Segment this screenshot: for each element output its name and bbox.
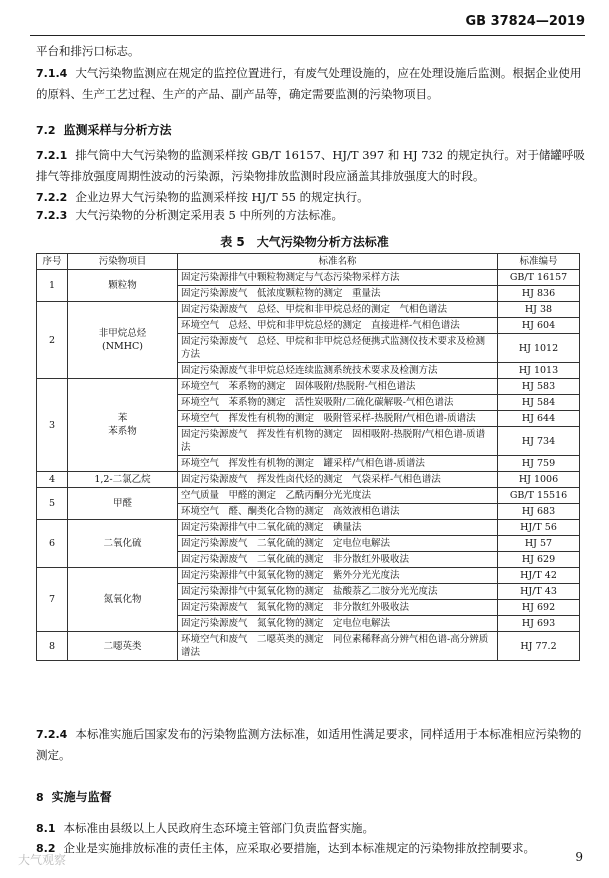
row-number-cell: 7 xyxy=(37,568,68,632)
table-header-cell: 标准编号 xyxy=(498,254,580,270)
header-rule xyxy=(30,35,585,36)
standard-code-cell: HJ 836 xyxy=(498,286,580,302)
table-body xyxy=(37,270,580,661)
row-number-cell: 5 xyxy=(37,488,68,520)
row-number-cell: 6 xyxy=(37,520,68,568)
standard-code-cell: HJ 604 xyxy=(498,318,580,334)
standard-code-cell: HJ/T 43 xyxy=(498,584,580,600)
clause-7-2-2: 7.2.2 企业边界大气污染物的监测采样按 HJ/T 55 的规定执行。 xyxy=(36,190,369,204)
clause-8-2: 8.2 企业是实施排放标准的责任主体，应采取必要措施，达到本标准规定的污染物排放控制要求。 xyxy=(36,841,535,855)
standard-name-cell: 固定污染源废气 总烃、甲烷和非甲烷总烃的测定 气相色谱法 xyxy=(178,302,498,318)
table-header-cell: 序号 xyxy=(37,254,68,270)
standard-code-cell: HJ 629 xyxy=(498,552,580,568)
standard-code-cell: HJ 693 xyxy=(498,616,580,632)
standard-code-cell: HJ 583 xyxy=(498,379,580,395)
standard-name-cell: 环境空气 苯系物的测定 活性炭吸附/二硫化碳解吸-气相色谱法 xyxy=(178,395,498,411)
standard-code-cell: GB/T 16157 xyxy=(498,270,580,286)
pollutant-cell: 氮氧化物 xyxy=(68,568,178,632)
pollutant-cell: 非甲烷总烃 (NMHC) xyxy=(68,302,178,379)
standard-code-cell: HJ 644 xyxy=(498,411,580,427)
row-number-cell: 1 xyxy=(37,270,68,302)
pollutant-cell: 二氧化硫 xyxy=(68,520,178,568)
page-number: 9 xyxy=(575,850,583,864)
clause-7-2-1: 7.2.1 排气筒中大气污染物的监测采样按 GB/T 16157、HJ/T 397 和 HJ 732 的规定执行。对于储罐呼吸排气等排放强度周期性波动的污染源，污染物排放监测时段应涵盖其排放强度大的时段。 xyxy=(36,148,585,183)
standard-code-cell: HJ/T 56 xyxy=(498,520,580,536)
clause-number: 7.1.4 xyxy=(36,67,68,80)
table-row xyxy=(37,302,580,318)
standard-code-cell: HJ 759 xyxy=(498,456,580,472)
standard-name-cell: 固定污染源排气中氮氧化物的测定 盐酸萘乙二胺分光光度法 xyxy=(178,584,498,600)
row-number-cell: 8 xyxy=(37,632,68,661)
table-row xyxy=(37,472,580,488)
standard-code-cell: GB/T 15516 xyxy=(498,488,580,504)
standard-name-cell: 固定污染源废气 氮氧化物的测定 定电位电解法 xyxy=(178,616,498,632)
row-number-cell: 2 xyxy=(37,302,68,379)
table-row xyxy=(37,488,580,504)
pollutant-cell: 颗粒物 xyxy=(68,270,178,302)
standard-name-cell: 固定污染源废气非甲烷总烃连续监测系统技术要求及检测方法 xyxy=(178,363,498,379)
standard-name-cell: 固定污染源废气 二氧化硫的测定 定电位电解法 xyxy=(178,536,498,552)
table-row xyxy=(37,379,580,395)
standard-code-cell: HJ 1013 xyxy=(498,363,580,379)
standard-name-cell: 固定污染源废气 二氧化硫的测定 非分散红外吸收法 xyxy=(178,552,498,568)
table-row xyxy=(37,632,580,661)
clause-7-1-4 xyxy=(36,63,585,105)
standard-code-cell: HJ 692 xyxy=(498,600,580,616)
table-header-cell: 标准名称 xyxy=(178,254,498,270)
standard-name-cell: 环境空气和废气 二噁英类的测定 同位素稀释高分辨气相色谱-高分辨质谱法 xyxy=(178,632,498,661)
standard-name-cell: 固定污染源排气中二氧化硫的测定 碘量法 xyxy=(178,520,498,536)
standard-code-cell: HJ 683 xyxy=(498,504,580,520)
paragraph-continuation: 平台和排污口标志。 xyxy=(36,44,140,58)
standard-name-cell: 环境空气 挥发性有机物的测定 吸附管采样-热脱附/气相色谱-质谱法 xyxy=(178,411,498,427)
section-8-heading: 8 实施与监督 xyxy=(36,790,112,804)
pollutant-cell: 二噁英类 xyxy=(68,632,178,661)
standard-name-cell: 固定污染源排气中颗粒物测定与气态污染物采样方法 xyxy=(178,270,498,286)
clause-7-2-4: 7.2.4 本标准实施后国家发布的污染物监测方法标准，如适用性满足要求，同样适用于本标准相应污染物的测定。 xyxy=(36,727,582,762)
row-number-cell: 3 xyxy=(37,379,68,472)
standard-code-cell: HJ 1006 xyxy=(498,472,580,488)
standard-name-cell: 固定污染源废气 挥发性卤代烃的测定 气袋采样-气相色谱法 xyxy=(178,472,498,488)
standard-name-cell: 环境空气 总烃、甲烷和非甲烷总烃的测定 直接进样-气相色谱法 xyxy=(178,318,498,334)
section-7-2-heading: 7.2 监测采样与分析方法 xyxy=(36,123,172,137)
standard-code-cell: HJ/T 42 xyxy=(498,568,580,584)
standard-name-cell: 空气质量 甲醛的测定 乙酰丙酮分光光度法 xyxy=(178,488,498,504)
standard-name-cell: 固定污染源废气 总烃、甲烷和非甲烷总烃便携式监测仪技术要求及检测方法 xyxy=(178,334,498,363)
standard-code-cell: HJ 57 xyxy=(498,536,580,552)
standard-code-cell: HJ 38 xyxy=(498,302,580,318)
clause-text: 大气污染物监测应在规定的监控位置进行，有废气处理设施的，应在处理设施后监测。根据企业使用的原料、生产工艺过程、生产的产品、副产品等，确定需要监测的污染物项目。 xyxy=(36,66,582,101)
standard-code-cell: HJ 734 xyxy=(498,427,580,456)
standard-code-cell: HJ 584 xyxy=(498,395,580,411)
standard-code-cell: HJ 77.2 xyxy=(498,632,580,661)
table-title: 表 5 大气污染物分析方法标准 xyxy=(220,235,389,249)
standard-name-cell: 环境空气 醛、酮类化合物的测定 高效液相色谱法 xyxy=(178,504,498,520)
standard-name-cell: 固定污染源废气 低浓度颗粒物的测定 重量法 xyxy=(178,286,498,302)
methods-table xyxy=(36,253,580,661)
standard-name-cell: 固定污染源废气 挥发性有机物的测定 固相吸附-热脱附/气相色谱-质谱法 xyxy=(178,427,498,456)
standard-code: GB 37824—2019 xyxy=(465,14,585,29)
standard-code-cell: HJ 1012 xyxy=(498,334,580,363)
pollutant-cell: 苯 苯系物 xyxy=(68,379,178,472)
table-header-row xyxy=(37,254,580,270)
standard-name-cell: 固定污染源排气中氮氧化物的测定 紫外分光光度法 xyxy=(178,568,498,584)
table-header-cell: 污染物项目 xyxy=(68,254,178,270)
clause-7-2-3: 7.2.3 大气污染物的分析测定采用表 5 中所列的方法标准。 xyxy=(36,208,343,222)
row-number-cell: 4 xyxy=(37,472,68,488)
standard-name-cell: 固定污染源废气 氮氧化物的测定 非分散红外吸收法 xyxy=(178,600,498,616)
table-row xyxy=(37,520,580,536)
clause-8-1: 8.1 本标准由县级以上人民政府生态环境主管部门负责监督实施。 xyxy=(36,821,374,835)
standard-name-cell: 环境空气 苯系物的测定 固体吸附/热脱附-气相色谱法 xyxy=(178,379,498,395)
table-row xyxy=(37,568,580,584)
pollutant-cell: 1,2-二氯乙烷 xyxy=(68,472,178,488)
standard-name-cell: 环境空气 挥发性有机物的测定 罐采样/气相色谱-质谱法 xyxy=(178,456,498,472)
table-row xyxy=(37,270,580,286)
watermark: 大气观察 xyxy=(18,853,67,867)
pollutant-cell: 甲醛 xyxy=(68,488,178,520)
